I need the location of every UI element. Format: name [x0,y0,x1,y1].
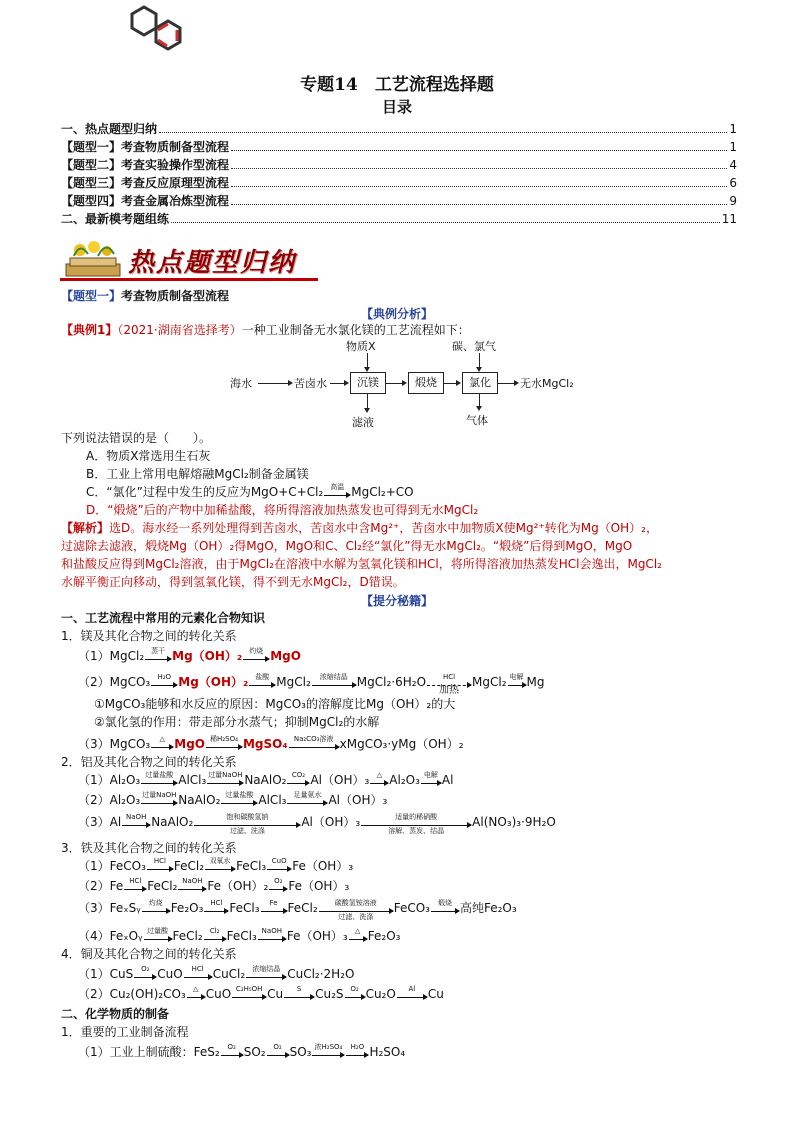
knowledge-heading: 一、工艺流程中常用的元素化合物知识 [61,611,266,625]
flow-carbon-chlorine: 碳、氯气 [452,340,496,353]
flow-product: 无水MgCl₂ [520,377,574,390]
toc-item[interactable]: 【题型一】考查物质制备型流程 1 [61,140,737,154]
process-flow-diagram [230,338,574,430]
option-d: D．“煅烧”后的产物中加稀盐酸，将所得溶液加热蒸发也可得到无水MgCl₂ [86,503,479,517]
toc-item[interactable]: 【题型四】考查金属冶炼型流程 9 [61,194,737,208]
banner-title: 热点题型归纳 [128,248,297,278]
flow-brine: 苦卤水 [294,377,327,390]
toc-item[interactable]: 一、热点题型归纳 1 [61,122,737,136]
flow-step-chlorinate: 氯化 [462,372,498,394]
banner-underline [60,278,318,281]
flow-seawater: 海水 [230,377,252,390]
prep-subheading: 1．重要的工业制备流程 [61,1025,189,1039]
flow-gas: 气体 [466,414,488,427]
type-heading: 【题型一】考查物质制备型流程 [61,289,230,303]
question-text: 下列说法错误的是（ ）。 [61,431,212,445]
prep-reaction-1: （1）工业上制硫酸：FeS₂ O₂ SO₂ O₂ SO₃ 浓H₂SO₄ H₂O H₂SO₄ [78,1043,406,1059]
toc-heading: 目录 [381,98,412,116]
option-c: C．“氯化”过程中发生的反应为MgO+C+Cl₂ 高温 MgCl₂+CO [86,483,414,499]
mg-reaction-3: （3）MgCO₃ △ MgO 稀H₂SO₄ MgSO₄ Na₂CO₃溶液 xMgCO₃·yMg（OH）₂ [78,735,464,751]
cu-reaction-2: （2）Cu₂(OH)₂CO₃ △ CuO C₂H₅OH Cu S Cu₂S O₂ Cu₂O Al Cu [78,985,444,1001]
fe-reaction-3: （3）FeₓSᵧ 灼烧 Fe₂O₃ HCl FeCl₃ Fe FeCl₂ 碳酸氢铵溶液 过滤、洗涤 FeCO₃ 煅烧 高纯Fe₂O₃ [78,899,517,921]
tips-heading: 【提分秘籍】 [360,594,433,608]
al-reaction-1: （1）Al₂O₃ 过量盐酸 AlCl₃ 过量NaOH NaAlO₂ CO₂ Al（OH）₃ △ Al₂O₃ 电解 Al [78,771,454,787]
flow-matter-x: 物质X [346,340,376,353]
toc-item[interactable]: 二、最新模考题组练 11 [61,212,737,226]
page-title: 专题14 工艺流程选择题 [300,75,494,95]
flow-step-precip: 沉镁 [350,372,386,394]
al-reaction-3: （3）Al NaOH NaAlO₂ 饱和碳酸氢钠 过滤、洗涤 Al（OH）₃ 适量的稀硝酸 溶解、蒸发、结晶 Al(NO₃)₃·9H₂O [78,813,556,835]
al-reaction-2: （2）Al₂O₃ 过量NaOH NaAlO₂ 过量盐酸 AlCl₃ 足量氨水 Al（OH）₃ [78,791,388,807]
example-stem: 【典例1】（2021·湖南省选择考）一种工业制备无水氯化镁的工艺流程如下： [61,323,470,337]
analysis-line: 【解析】选D。海水经一系列处理得到苦卤水，苦卤水中含Mg²⁺，苦卤水中加物质X使Mg²⁺转化为Mg（OH）₂， [61,521,658,535]
analysis-line: 和盐酸反应得到MgCl₂溶液，由于MgCl₂在溶液中水解为氢氧化镁和HCl，将所得溶液加热蒸发HCl会逸出，MgCl₂ [61,557,662,571]
naphthalene-logo-icon [118,0,192,64]
section-banner [60,238,318,282]
al-heading: 2．铝及其化合物之间的转化关系 [61,755,237,769]
mg-reaction-2: （2）MgCO₃ H₂O Mg（OH）₂ 盐酸 MgCl₂ 浓缩结晶 MgCl₂·6H₂O HCl 加热 MgCl₂ 电解 Mg [78,673,545,696]
example-heading: 【典例分析】 [360,307,433,321]
fe-reaction-1: （1）FeCO₃ HCl FeCl₂ 双氧水 FeCl₃ CuO Fe（OH）₃ [78,857,354,873]
flow-filtrate: 滤液 [352,416,374,429]
mg-heading: 1．镁及其化合物之间的转化关系 [61,629,237,643]
cu-reaction-1: （1）CuS O₂ CuO HCl CuCl₂ 浓缩结晶 CuCl₂·2H₂O [78,965,355,981]
analysis-line: 水解平衡正向移动，得到氢氧化镁，得不到无水MgCl₂，D错误。 [61,575,405,589]
toc-item[interactable]: 【题型三】考查反应原理型流程 6 [61,176,737,190]
fe-reaction-2: （2）Fe HCl FeCl₂ NaOH Fe（OH）₂ O₂ Fe（OH）₃ [78,877,350,893]
analysis-line: 过滤除去滤液，煅烧Mg（OH）₂得MgO，MgO和C、Cl₂经“氯化”得无水MgCl₂。“煅烧”后得到MgO，MgO [61,539,633,553]
mg-note-1: ①MgCO₃能够和水反应的原因：MgCO₃的溶解度比Mg（OH）₂的大 [94,697,456,711]
mg-reaction-1: （1）MgCl₂ 蒸干 Mg（OH）₂ 灼烧 MgO [78,647,301,663]
option-a: A．物质X常选用生石灰 [86,449,211,463]
books-flowers-icon [60,238,126,280]
fe-heading: 3．铁及其化合物之间的转化关系 [61,841,237,855]
mg-note-2: ②氯化氢的作用：带走部分水蒸气；抑制MgCl₂的水解 [94,715,380,729]
cu-heading: 4．铜及其化合物之间的转化关系 [61,947,237,961]
fe-reaction-4: （4）FeₓOᵧ 过量酸 FeCl₂ Cl₂ FeCl₃ NaOH Fe（OH）₃ △ Fe₂O₃ [78,927,401,943]
toc-item[interactable]: 【题型二】考查实验操作型流程 4 [61,158,737,172]
option-b: B．工业上常用电解熔融MgCl₂制备金属镁 [86,467,309,481]
flow-step-calcine: 煅烧 [408,372,444,394]
prep-heading: 二、化学物质的制备 [61,1007,170,1021]
